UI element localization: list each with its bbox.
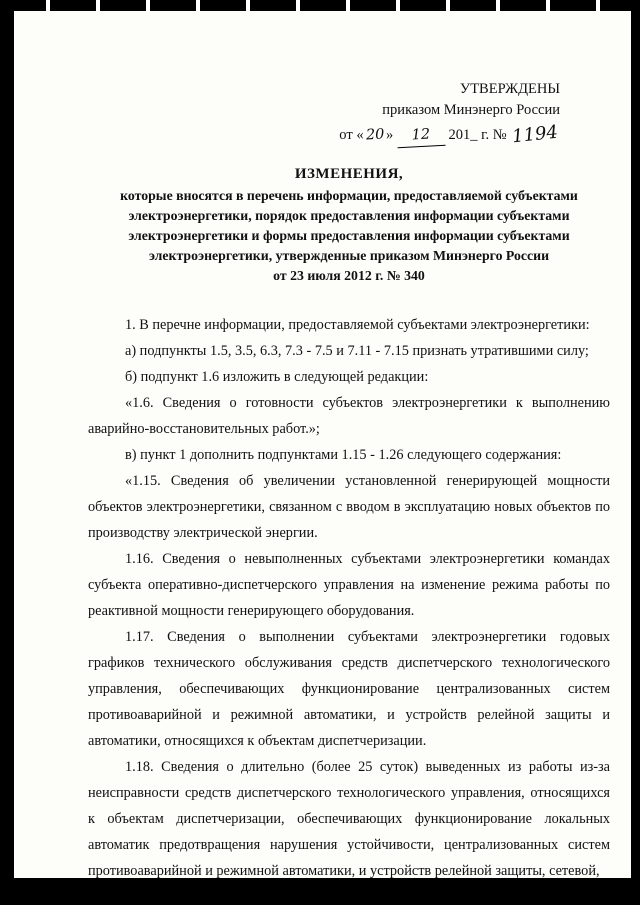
paragraph-1-18: 1.18. Сведения о длительно (более 25 суток) выведенных из работы из-за неисправности средств диспетчерского технологического управления, относящихся к объектам диспетчеризации, обеспечивающих функционирование локальных автоматик предотвращения нарушения устойчивости, централизованных систем противоаварийной и режимной автоматики, и устройств релейной защиты, сетевой, xyxy=(88,759,610,878)
paragraph-1: 1. В перечне информации, предоставляемой субъектами электроэнергетики: xyxy=(125,317,590,333)
paragraph-subitem-a: а) подпункты 1.5, 3.5, 6.3, 7.3 - 7.5 и 7.11 - 7.15 признать утратившими силу; xyxy=(125,343,589,359)
approval-block xyxy=(88,79,610,147)
paragraph-quote-1-6: «1.6. Сведения о готовности субъектов электроэнергетики к выполнению аварийно-восстановительных работ.»; xyxy=(88,395,610,437)
approval-line-approved: УТВЕРЖДЕНЫ xyxy=(459,81,560,97)
approval-dateline xyxy=(88,123,560,147)
scan-border-top xyxy=(0,0,640,11)
paragraph-subitem-b: б) подпункт 1.6 изложить в следующей редакции: xyxy=(125,369,429,385)
day-handwritten: 20 xyxy=(365,126,385,144)
title-block xyxy=(88,163,610,286)
paragraph-1-16: 1.16. Сведения о невыполненных субъектами электроэнергетики командах субъекта оперативно-диспетчерского управления на изменение режима работы по реактивной мощности генерирующего оборудования. xyxy=(88,551,610,619)
document-page xyxy=(14,11,631,878)
dateline-year: 201_ г. № xyxy=(448,127,507,143)
approval-line-order: приказом Минэнерго России xyxy=(382,102,560,118)
paragraph-subitem-v: в) пункт 1 дополнить подпунктами 1.15 - 1.26 следующего содержания: xyxy=(125,447,562,463)
dateline-close-quote: » xyxy=(386,127,394,143)
title-heading: ИЗМЕНЕНИЯ, xyxy=(294,166,404,182)
order-number-handwritten: 1194 xyxy=(511,121,560,148)
paragraph-quote-1-15: «1.15. Сведения об увеличении установленной генерирующей мощности объектов электроэнергетики, связанном с вводом в эксплуатацию новых объектов по производству электрической энергии. xyxy=(88,473,610,541)
title-dateline: от 23 июля 2012 г. № 340 xyxy=(273,268,425,283)
dateline-prefix: от « xyxy=(339,127,364,143)
paragraph-1-17: 1.17. Сведения о выполнении субъектами электроэнергетики годовых графиков технического обслуживания средств диспетчерского технологического управления, обеспечивающих функционирование централизованных систем противоаварийной и режимной автоматики, и устройств релейной защиты и автоматики, относящихся к объектам диспетчеризации. xyxy=(88,629,610,749)
title-subtitle: которые вносятся в перечень информации, предоставляемой субъектами электроэнергетики, порядок предоставления информации субъектами электроэнергетики и формы предоставления информации субъектами электроэнергетики, утвержденные приказом Минэнерго России xyxy=(120,188,578,263)
document-body xyxy=(88,312,610,878)
page-content xyxy=(14,79,631,878)
month-handwritten: 12 xyxy=(396,124,445,148)
